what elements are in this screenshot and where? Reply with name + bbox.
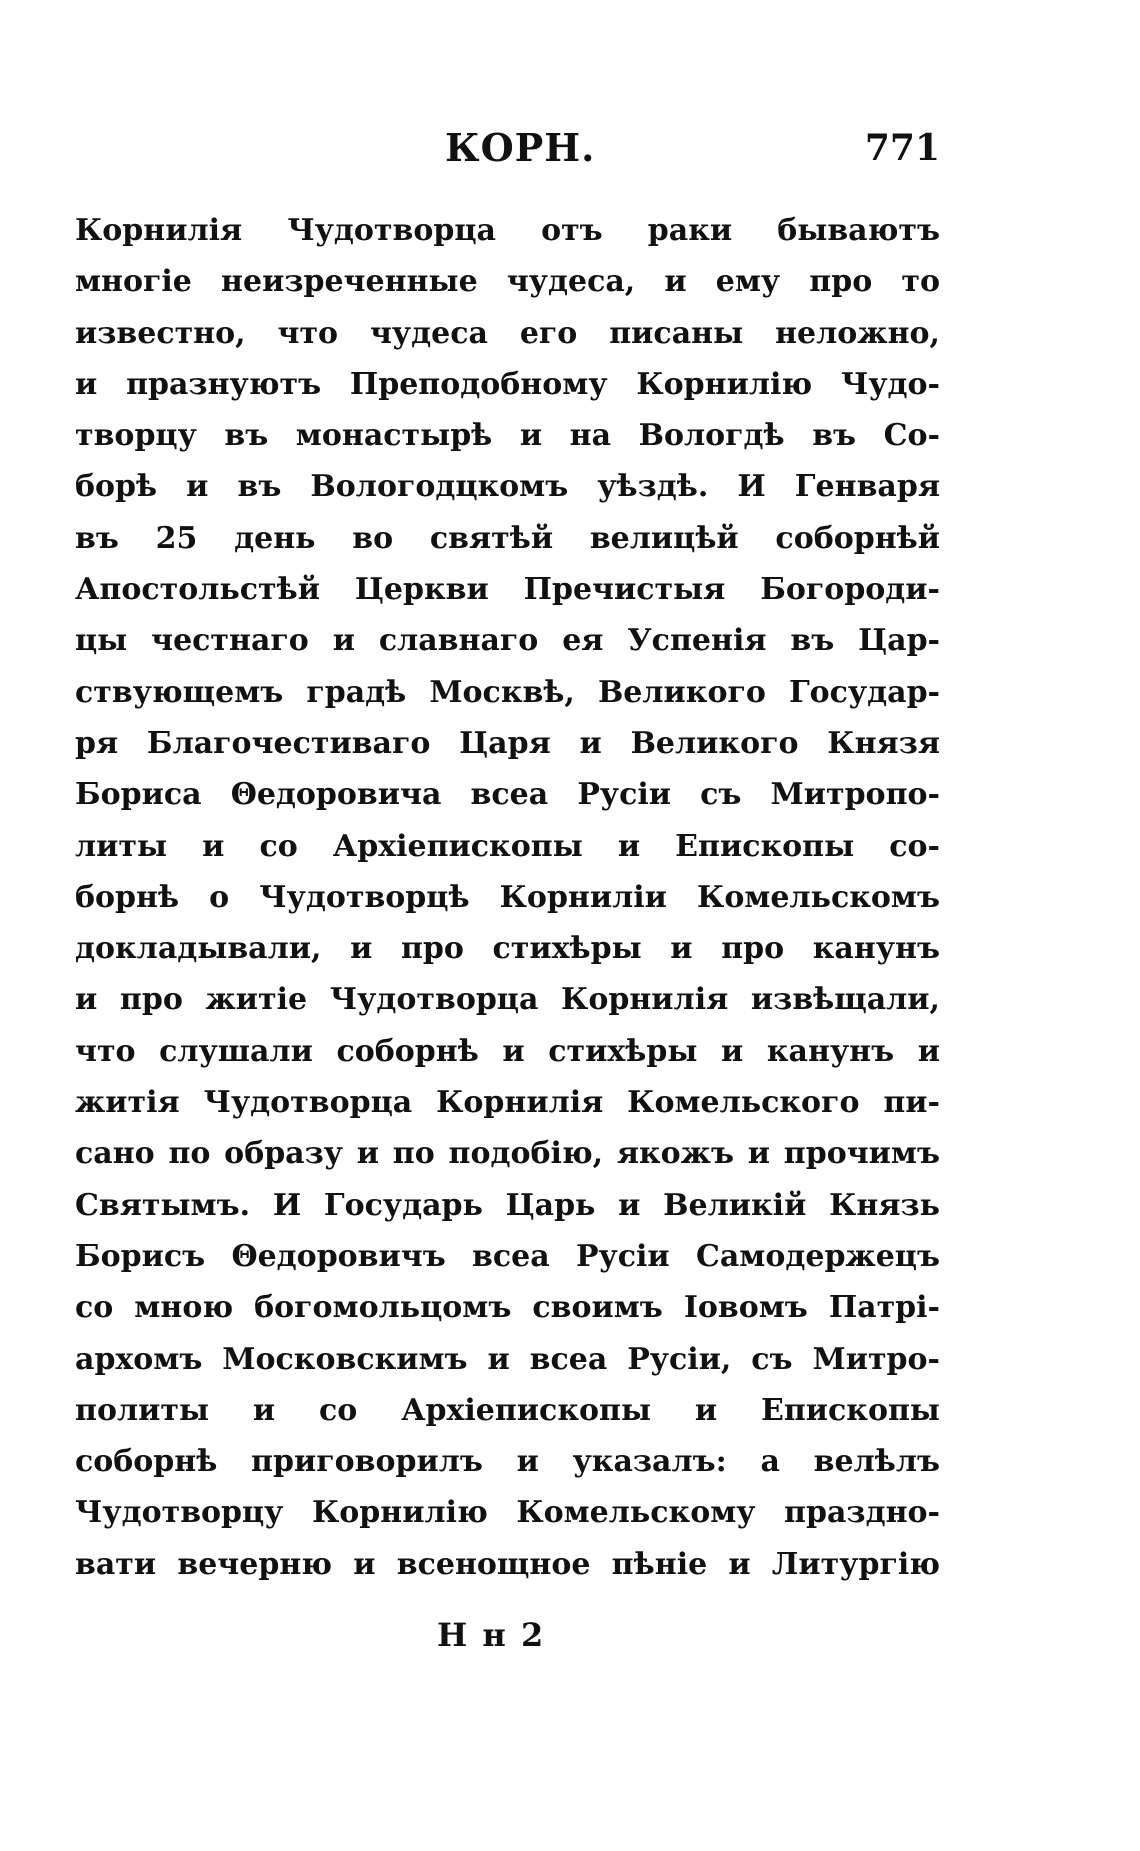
running-head bbox=[75, 118, 940, 178]
text-line: и празнуютъ Преподобному Корнилію Чудо- bbox=[75, 366, 940, 402]
text-line: докладывали, и про стихѣры и про канунъ bbox=[75, 931, 940, 967]
text-line: архомъ Московскимъ и всеа Русіи, съ Митро- bbox=[75, 1341, 940, 1377]
text-line: Корнилія Чудотворца отъ раки бываютъ bbox=[75, 213, 940, 248]
text-line: со мною богомольцомъ своимъ Іовомъ Патрі- bbox=[75, 1290, 940, 1326]
text-line: что слушали соборнѣ и стихѣры и канунъ и bbox=[75, 1033, 940, 1069]
text-line: литы и со Архіепископы и Епископы со- bbox=[75, 828, 940, 864]
text-line: борнѣ о Чудотворцѣ Корниліи Комельскомъ bbox=[75, 879, 940, 915]
text-line: борѣ и въ Вологодцкомъ уѣздѣ. И Генваря bbox=[75, 469, 940, 505]
text-line: Борисъ Θедоровичъ всеа Русіи Самодержецъ bbox=[75, 1238, 940, 1274]
text-line: ря Благочестиваго Царя и Великого Князя bbox=[75, 725, 940, 761]
text-line: ствующемъ градѣ Москвѣ, Великого Государ- bbox=[75, 674, 940, 710]
text-line: въ 25 день во святѣй велицѣй соборнѣй bbox=[75, 520, 940, 556]
text-line: житія Чудотворца Корнилія Комельского пи- bbox=[75, 1085, 940, 1121]
text-line: Святымъ. И Государь Царь и Великій Князь bbox=[75, 1187, 940, 1223]
text-line: и про житіе Чудотворца Корнилія извѣщали, bbox=[75, 982, 940, 1018]
text-line: соборнѣ приговорилъ и указалъ: а велѣлъ bbox=[75, 1444, 940, 1480]
text-line: политы и со Архіепископы и Епископы bbox=[75, 1392, 940, 1428]
text-line: Чудотворцу Корнилію Комельскому праздно- bbox=[75, 1495, 940, 1531]
running-title: КОРН. bbox=[445, 125, 596, 170]
text-line: цы честнаго и славнаго ея Успенія въ Цар- bbox=[75, 623, 940, 659]
text-line: Бориса Θедоровича всеа Русіи съ Митропо- bbox=[75, 777, 940, 813]
text-line: творцу въ монастырѣ и на Вологдѣ въ Со- bbox=[75, 418, 940, 454]
page-number: 771 bbox=[864, 127, 940, 169]
text-line: Апостольстѣй Церкви Пречистыя Богороди- bbox=[75, 572, 940, 608]
text-line: известно, что чудеса его писаны неложно, bbox=[75, 315, 940, 351]
text-line: многіе неизреченные чудеса, и ему про то bbox=[75, 264, 940, 300]
text-line: сано по образу и по подобію, якожъ и прочимъ bbox=[75, 1136, 940, 1172]
signature-mark: Н н 2 bbox=[437, 1616, 546, 1654]
text-line: вати вечерню и всенощное пѣніе и Литургію bbox=[75, 1546, 940, 1582]
body-text bbox=[75, 205, 940, 1590]
